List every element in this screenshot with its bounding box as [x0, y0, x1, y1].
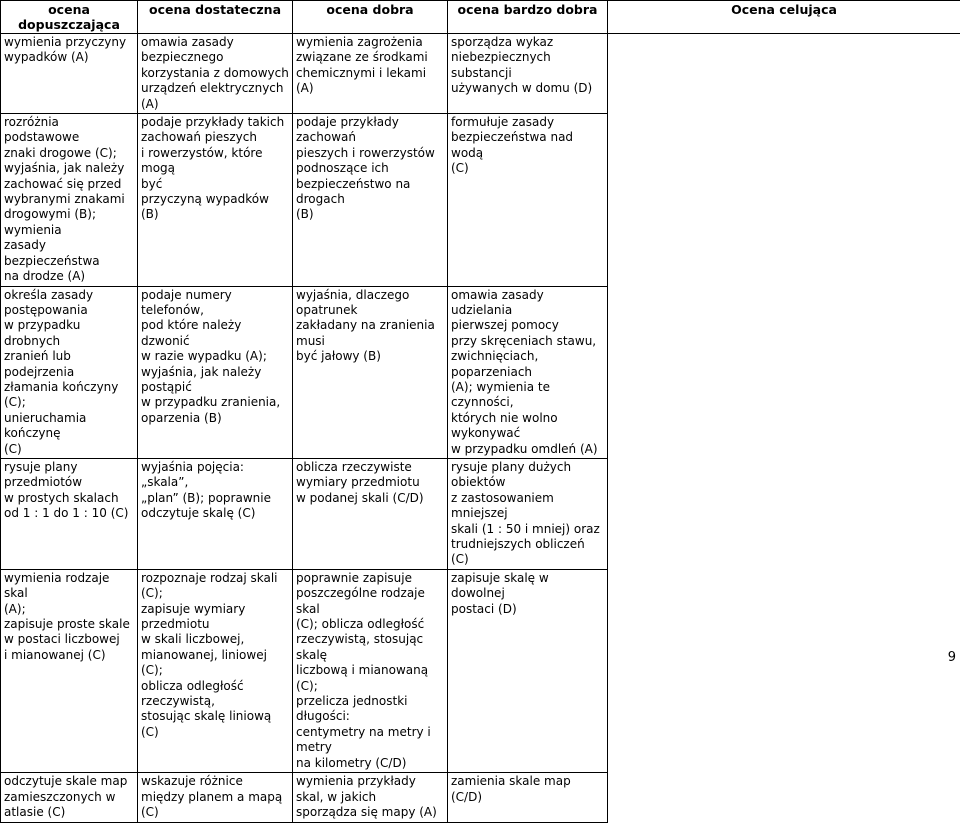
- table-cell: omawia zasady bezpiecznego korzystania z domowych urządzeń elektrycznych (A): [138, 34, 293, 114]
- header-row: [1, 1, 960, 34]
- table-cell: formułuje zasady bezpieczeństwa nad wodą (C): [448, 114, 608, 286]
- header-grade-very-good: ocena bardzo dobra: [448, 1, 608, 34]
- table-cell: wymienia przyczyny wypadków (A): [1, 34, 138, 114]
- table-cell: zapisuje skalę w dowolnej postaci (D): [448, 569, 608, 772]
- table-cell: wymienia rodzaje skal (A); zapisuje proste skale w postaci liczbowej i mianowanej (C): [1, 569, 138, 772]
- table-row: [1, 114, 960, 286]
- table-cell: omawia zasady udzielania pierwszej pomocy przy skręceniach stawu, zwichnięciach, poparzeniach (A); wymienia te czynności, których nie wolno wykonywać w przypadku omdleń (A): [448, 286, 608, 458]
- page-number: 9: [948, 650, 956, 665]
- table-row: [1, 773, 960, 823]
- table-cell: wymienia zagrożenia związane ze środkami chemicznymi i lekami (A): [293, 34, 448, 114]
- header-grade-excellent: Ocena celująca: [608, 1, 960, 34]
- table-row: [1, 458, 960, 569]
- table-cell: wymienia przykłady skal, w jakich sporządza się mapy (A): [293, 773, 448, 823]
- table-cell: podaje przykłady takich zachowań pieszych i rowerzystów, które mogą być przyczyną wypadków (B): [138, 114, 293, 286]
- header-grade-satisfactory: ocena dostateczna: [138, 1, 293, 34]
- table-cell: rysuje plany przedmiotów w prostych skalach od 1 : 1 do 1 : 10 (C): [1, 458, 138, 569]
- header-grade-sufficient-minimum: ocena dopuszczająca: [1, 1, 138, 34]
- header-grade-good: ocena dobra: [293, 1, 448, 34]
- table-cell: wyjaśnia, dlaczego opatrunek zakładany na zranienia musi być jałowy (B): [293, 286, 448, 458]
- table-row: [1, 286, 960, 458]
- table-row: [1, 34, 960, 114]
- table-cell: oblicza rzeczywiste wymiary przedmiotu w podanej skali (C/D): [293, 458, 448, 569]
- table-cell: zamienia skale map (C/D): [448, 773, 608, 823]
- table-cell: rozpoznaje rodzaj skali (C); zapisuje wymiary przedmiotu w skali liczbowej, mianowanej, liniowej (C); oblicza odległość rzeczywistą, stosując skalę liniową (C): [138, 569, 293, 772]
- table-cell: wskazuje różnice między planem a mapą (C): [138, 773, 293, 823]
- table-cell: podaje numery telefonów, pod które należy dzwonić w razie wypadku (A); wyjaśnia, jak należy postąpić w przypadku zranienia, oparzenia (B): [138, 286, 293, 458]
- table-row: [1, 569, 960, 772]
- table-cell: określa zasady postępowania w przypadku drobnych zranień lub podejrzenia złamania kończyny (C); unieruchamia kończynę (C): [1, 286, 138, 458]
- table-cell: poprawnie zapisuje poszczególne rodzaje skal (C); oblicza odległość rzeczywistą, stosując skalę liczbową i mianowaną (C); przelicza jednostki długości: centymetry na metry i metry na kilometry (C/D): [293, 569, 448, 772]
- table-cell: rysuje plany dużych obiektów z zastosowaniem mniejszej skali (1 : 50 i mniej) oraz trudniejszych obliczeń (C): [448, 458, 608, 569]
- table-cell: wyjaśnia pojęcia: „skala”, „plan” (B); poprawnie odczytuje skalę (C): [138, 458, 293, 569]
- table-cell: podaje przykłady zachowań pieszych i rowerzystów podnoszące ich bezpieczeństwo na drogach (B): [293, 114, 448, 286]
- table-cell: odczytuje skale map zamieszczonych w atlasie (C): [1, 773, 138, 823]
- table-cell: rozróżnia podstawowe znaki drogowe (C); wyjaśnia, jak należy zachować się przed wybranymi znakami drogowymi (B); wymienia zasady bezpieczeństwa na drodze (A): [1, 114, 138, 286]
- table-cell: sporządza wykaz niebezpiecznych substancji używanych w domu (D): [448, 34, 608, 114]
